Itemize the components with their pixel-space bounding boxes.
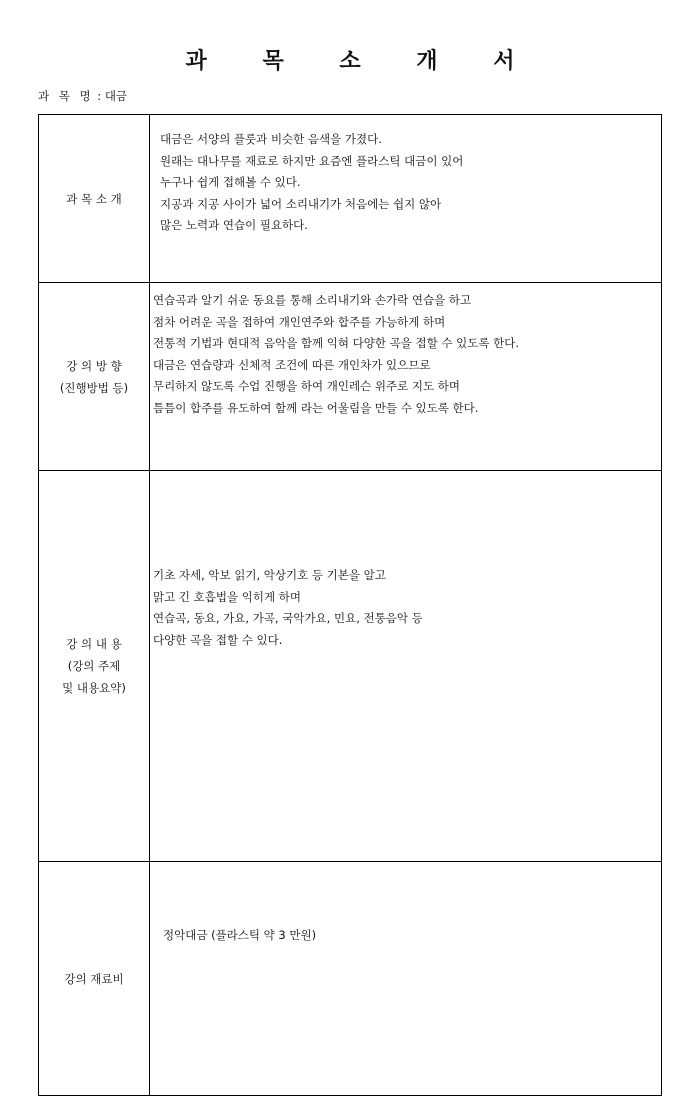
content-line: 연습곡, 동요, 가요, 가곡, 국악가요, 민요, 전통음악 등 [153, 611, 423, 625]
content-line: 기초 자세, 악보 읽기, 악상기호 등 기본을 알고 [153, 568, 386, 582]
heading-line: (진행방법 등) [59, 380, 129, 395]
row-lecture-direction [39, 283, 662, 471]
page-title: 과 목 소 개 서 [185, 49, 539, 74]
course-intro-table [38, 114, 662, 1096]
content-line: 맑고 긴 호흡법을 익히게 하며 [153, 589, 301, 604]
content-line: 원래는 대나무를 재료로 하지만 요즘엔 플라스틱 대금이 있어 [160, 153, 464, 168]
heading-line: 강 의 내 용 [66, 637, 122, 651]
row-course-intro [39, 115, 662, 283]
content-line: 무리하지 않도록 수업 진행을 하여 개인레슨 위주로 지도 하며 [153, 379, 460, 393]
content-lecture-content [150, 471, 662, 862]
content-line: 전통적 기법과 현대적 음악을 함께 익혀 다양한 곡을 접할 수 있도록 한다. [153, 336, 520, 350]
course-name-field [38, 88, 127, 104]
content-lecture-direction [150, 283, 662, 471]
content-line: 틈틈이 합주를 유도하여 함께 라는 어울림을 만들 수 있도록 한다. [153, 400, 479, 415]
content-line: 대금은 서양의 플룻과 비슷한 음색을 가졌다. [160, 132, 382, 146]
course-name-value: 대금 [104, 89, 128, 103]
content-line: 점차 어려운 곡을 접하여 개인연주와 합주를 가능하게 하며 [153, 314, 446, 329]
content-line: 연습곡과 알기 쉬운 동요를 통해 소리내기와 손가락 연습을 하고 [153, 293, 472, 307]
heading-line: 과 목 소 개 [66, 191, 122, 206]
heading-line: 강 의 방 향 [66, 358, 122, 373]
content-material-fee [150, 862, 662, 1096]
content-line: 다양한 곡을 접할 수 있다. [153, 632, 283, 647]
content-course-intro [150, 115, 662, 283]
content-line: 누구나 쉽게 접해볼 수 있다. [160, 175, 301, 189]
heading-course-intro [39, 115, 150, 283]
heading-lecture-content [39, 471, 150, 862]
heading-line: 및 내용요약) [62, 681, 126, 695]
course-name-separator: : [93, 89, 105, 103]
heading-line: 강의 재료비 [64, 971, 124, 986]
row-lecture-content [39, 471, 662, 862]
heading-material-fee [39, 862, 150, 1096]
course-name-label: 과 목 명 [38, 89, 94, 103]
content-line: 대금은 연습량과 신체적 조건에 따른 개인차가 있으므로 [153, 357, 431, 372]
row-material-fee [39, 862, 662, 1096]
heading-lecture-direction [39, 283, 150, 471]
content-line: 많은 노력과 연습이 필요하다. [160, 218, 308, 232]
content-line: 정악대금 (플라스틱 약 3 만원) [163, 928, 317, 942]
content-line: 지공과 지공 사이가 넓어 소리내기가 처음에는 쉽지 않아 [160, 196, 442, 211]
heading-line: (강의 주제 [67, 659, 121, 673]
